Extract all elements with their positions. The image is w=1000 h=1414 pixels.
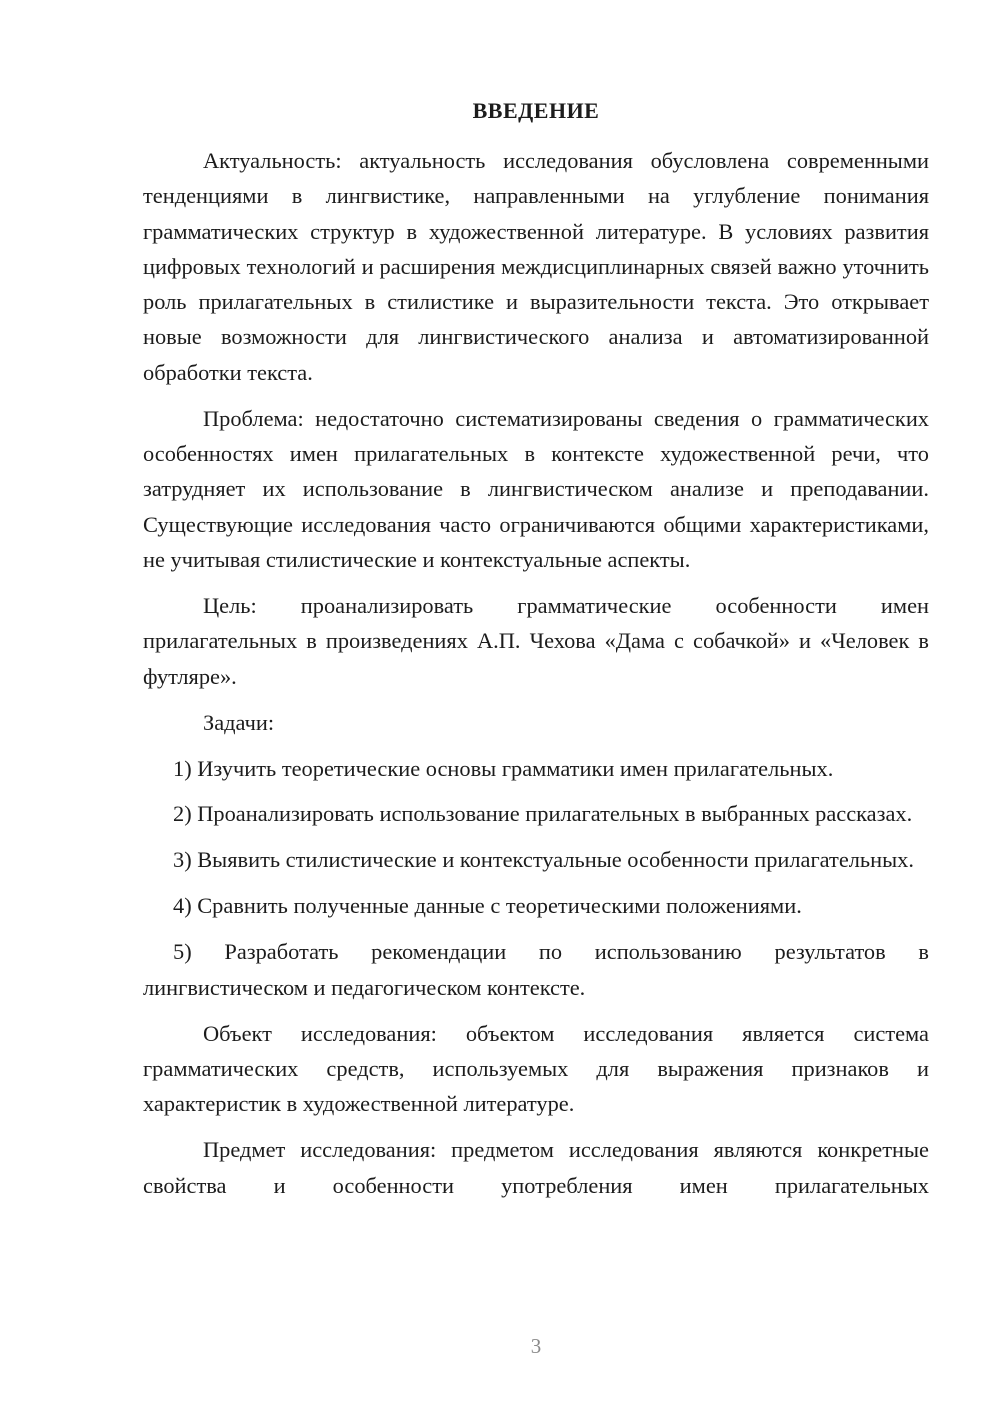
object-paragraph: Объект исследования: объектом исследования является система грамматических средств, используемых для выражения признаков и характеристик в художественной литературе. [143, 1020, 929, 1117]
relevance-paragraph: Актуальность: актуальность исследования обусловлена современными тенденциями в лингвистике, направленными на углубление понимания грамматических структур в художественной литературе. В условиях развития цифровых технологий и расширения междисциплинарных связей важно уточнить роль прилагательных в стилистике и выразительности текста. Это открывает новые возможности для лингвистического анализа и автоматизированной обработки текста. [143, 148, 929, 385]
page-number: 3 [530, 1334, 542, 1358]
task-item-2: 2) Проанализировать использование прилагательных в выбранных рассказах. [173, 801, 913, 827]
problem-paragraph: Проблема: недостаточно систематизированы сведения о грамматических особенностях имен прилагательных в контексте художественной речи, что затрудняет их использование в лингвистическом анализе и преподавании. Существующие исследования часто ограничиваются общими характеристиками, не учитывая стилистические и контекстуальные аспекты. [143, 405, 929, 572]
task-item-5: 5) Разработать рекомендации по использованию результатов в лингвистическом и педагогическом контексте. [143, 939, 929, 1000]
task-item-3: 3) Выявить стилистические и контекстуальные особенности прилагательных. [173, 847, 914, 873]
goal-paragraph: Цель: проанализировать грамматические особенности имен прилагательных в произведениях А.П. Чехова «Дама с собачкой» и «Человек в футляре». [143, 592, 929, 689]
task-item-4: 4) Сравнить полученные данные с теоретическими положениями. [173, 893, 802, 919]
document-body [143, 143, 929, 1214]
section-heading: ВВЕДЕНИЕ [472, 98, 600, 123]
tasks-heading: Задачи: [203, 709, 275, 735]
task-item-1: 1) Изучить теоретические основы грамматики имен прилагательных. [173, 755, 834, 781]
subject-paragraph: Предмет исследования: предметом исследования являются конкретные свойства и особенности употребления имен прилагательных [143, 1137, 929, 1198]
